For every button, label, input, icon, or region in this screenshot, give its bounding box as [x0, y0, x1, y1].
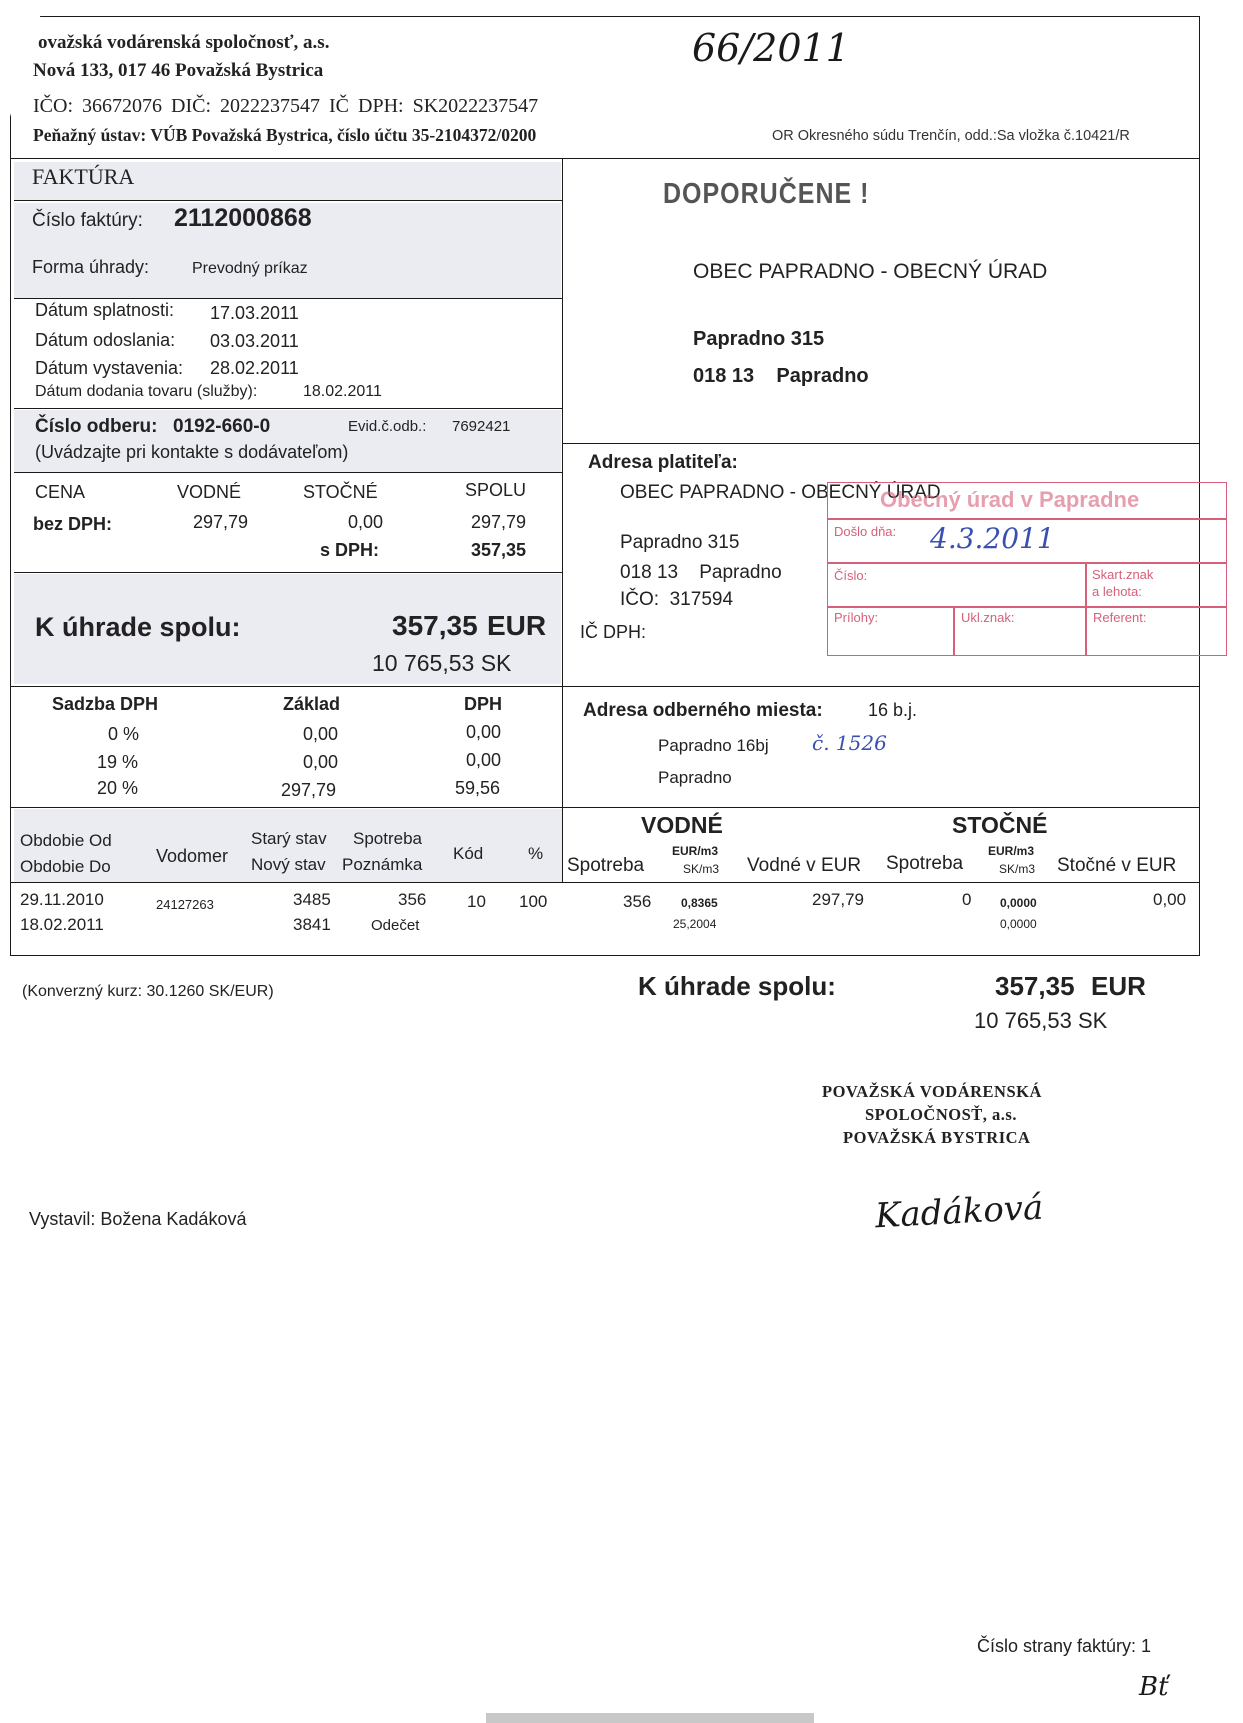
- due-date-label: Dátum splatnosti:: [35, 300, 175, 320]
- handwritten-initials: Bť: [1139, 1672, 1169, 1702]
- evid-label: Evid.č.odb.:: [348, 418, 427, 435]
- delivery-date: 18.02.2011: [303, 383, 382, 400]
- price-header-spolu: SPOLU: [465, 480, 527, 500]
- bottom-total-currency: EUR: [1091, 971, 1146, 1001]
- payer-label: Adresa platiteľa:: [588, 452, 738, 473]
- th-vodne-skm3: SK/m3: [683, 862, 720, 876]
- handwritten-signature: Kadáková: [874, 1187, 1045, 1237]
- handwritten-number: 66/2011: [692, 26, 850, 70]
- supplier-ids: IČO: 36672076 DIČ: 2022237547 IČ DPH: SK2022237547: [33, 95, 539, 117]
- payer-street: Papradno 315: [620, 532, 740, 553]
- consumption-place-line2: Papradno: [658, 768, 732, 787]
- stamp-skart-label: Skart.znak a lehota:: [1092, 567, 1154, 599]
- stamp-line-3: [827, 606, 1227, 608]
- bottom-total-sk: 10 765,53 SK: [974, 1008, 1108, 1033]
- vat-base-0: 0,00: [303, 724, 339, 744]
- vat-header-rate: Sadzba DPH: [52, 694, 159, 714]
- price-header-cena: CENA: [35, 482, 86, 502]
- td-period-to: 18.02.2011: [20, 915, 104, 934]
- td-consumption: 356: [398, 890, 427, 909]
- sent-date: 03.03.2011: [210, 331, 299, 351]
- delivery-date-label: Dátum dodania tovaru (služby):: [35, 383, 258, 400]
- consumption-place-note: č. 1526: [812, 731, 887, 755]
- payer-name: OBEC PAPRADNO - OBECNÝ ÚRAD: [620, 482, 941, 503]
- th-percent: %: [528, 844, 544, 863]
- vat-dph-2: 59,56: [455, 778, 501, 798]
- vat-line-top: [10, 686, 1200, 687]
- table-line-head: [10, 882, 1200, 883]
- supplier-address: Nová 133, 017 46 Považská Bystrica: [33, 60, 324, 81]
- payment-value: Prevodný príkaz: [192, 260, 308, 277]
- vat-dph-1: 0,00: [466, 750, 502, 770]
- torn-corner: [0, 0, 45, 150]
- td-vodne-skm3: 25,2004: [673, 917, 717, 931]
- td-stocne-eurm3: 0,0000: [1000, 896, 1037, 910]
- vat-rate-2: 20 %: [97, 778, 139, 798]
- th-stocne-spotreba: Spotreba: [886, 853, 964, 874]
- td-vodne-spotreba: 356: [623, 892, 652, 911]
- issued-date-label: Dátum vystavenia:: [35, 358, 184, 378]
- center-divider-top: [562, 158, 563, 686]
- th-note: Poznámka: [342, 855, 423, 874]
- td-old-state: 3485: [293, 890, 331, 909]
- price-stocne-value: 0,00: [348, 512, 384, 532]
- scan-edge-mark: [486, 1713, 814, 1723]
- consumer-number: 0192-660-0: [173, 416, 271, 437]
- td-vodne-eurm3: 0,8365: [681, 896, 718, 910]
- stamp-vline-2: [953, 606, 955, 656]
- stamp-line-2: [827, 562, 1227, 564]
- consumption-place-label: Adresa odberného miesta:: [583, 700, 823, 721]
- table-divider: [562, 807, 563, 882]
- due-date: 17.03.2011: [210, 303, 299, 323]
- payment-line: [14, 298, 562, 299]
- contact-note: (Uvádzajte pri kontakte s dodávateľom): [35, 442, 349, 462]
- th-stocne: STOČNÉ: [952, 812, 1048, 838]
- vat-header-dph: DPH: [464, 694, 503, 714]
- td-note: Odečet: [371, 917, 420, 934]
- stamp-received-date: 4.3.2011: [930, 522, 1055, 555]
- total-label: K úhrade spolu:: [35, 612, 241, 642]
- header-divider: [10, 158, 1200, 159]
- th-stocne-eurm3: EUR/m3: [988, 844, 1035, 858]
- th-vodne: VODNÉ: [641, 812, 723, 838]
- registered-mail-label: DOPORUČENE !: [663, 177, 870, 211]
- consumption-place-line1: Papradno 16bj: [658, 736, 769, 755]
- vat-rate-0: 0 %: [108, 724, 140, 744]
- th-old-state: Starý stav: [251, 829, 327, 848]
- consumer-line-top: [14, 408, 562, 409]
- vat-base-2: 297,79: [281, 780, 337, 800]
- invoice-number-label: Číslo faktúry:: [32, 210, 143, 231]
- payer-ico: IČO: 317594: [620, 589, 734, 610]
- td-stocne-spotreba: 0: [962, 890, 972, 909]
- td-code: 10: [467, 892, 486, 911]
- price-s-label: s DPH:: [320, 540, 380, 560]
- stamp-number-label: Číslo:: [834, 568, 868, 583]
- recipient-name: OBEC PAPRADNO - OBECNÝ ÚRAD: [693, 260, 1048, 283]
- th-stocne-eur: Stočné v EUR: [1057, 855, 1177, 876]
- company-sign-line2: SPOLOČNOSŤ, a.s.: [865, 1105, 1017, 1124]
- conversion-rate: (Konverzný kurz: 30.1260 SK/EUR): [22, 983, 274, 1000]
- stamp-title: Obecný úrad v Papradne: [880, 487, 1140, 512]
- td-stocne-eur: 0,00: [1153, 890, 1187, 909]
- page-number: Číslo strany faktúry: 1: [977, 1636, 1152, 1656]
- th-vodne-eur: Vodné v EUR: [747, 855, 862, 876]
- table-line-top: [10, 807, 1200, 808]
- supplier-bank: Peňažný ústav: VÚB Považská Bystrica, číslo účtu 35-2104372/0200: [33, 125, 537, 145]
- th-period-from: Obdobie Od: [20, 831, 112, 850]
- stamp-received-label: Došlo dňa:: [834, 524, 897, 539]
- payer-icdph: IČ DPH:: [580, 622, 647, 642]
- th-code: Kód: [453, 844, 484, 863]
- company-sign-line1: POVAŽSKÁ VODÁRENSKÁ: [822, 1082, 1042, 1101]
- price-vodne-value: 297,79: [193, 512, 249, 532]
- issued-by: Vystavil: Božena Kadáková: [29, 1209, 247, 1229]
- total-currency: EUR: [487, 610, 547, 641]
- price-s-value: 357,35: [471, 540, 527, 560]
- faktura-line: [14, 200, 562, 201]
- th-vodne-spotreba: Spotreba: [567, 855, 645, 876]
- payer-city: 018 13 Papradno: [620, 562, 782, 583]
- stamp-line-1: [827, 518, 1227, 520]
- td-period-from: 29.11.2010: [20, 890, 104, 909]
- center-divider-mid: [562, 686, 563, 807]
- invoice-heading: FAKTÚRA: [32, 164, 135, 189]
- consumer-number-label: Číslo odberu:: [35, 416, 158, 437]
- td-meter: 24127263: [156, 897, 214, 912]
- stamp-attachments-label: Prílohy:: [834, 610, 879, 625]
- price-header-stocne: STOČNÉ: [303, 482, 378, 502]
- issued-date: 28.02.2011: [210, 358, 299, 378]
- invoice-number: 2112000868: [174, 204, 312, 232]
- consumer-line-bottom: [14, 472, 562, 473]
- stamp-ukl-label: Ukl.znak:: [961, 610, 1015, 625]
- company-sign-line3: POVAŽSKÁ BYSTRICA: [843, 1128, 1031, 1147]
- td-new-state: 3841: [293, 915, 331, 934]
- prices-line-bottom: [14, 572, 562, 573]
- stamp-vline-1: [1085, 562, 1087, 656]
- vat-rate-1: 19 %: [97, 752, 139, 772]
- total-sk: 10 765,53 SK: [372, 650, 512, 676]
- th-stocne-skm3: SK/m3: [999, 862, 1036, 876]
- evid-value: 7692421: [452, 418, 511, 435]
- supplier-name: ovažská vodárenská spoločnosť, a.s.: [38, 32, 330, 53]
- payer-line-top: [562, 443, 1200, 444]
- td-stocne-skm3: 0,0000: [1000, 917, 1037, 931]
- bottom-total-eur: 357,35: [995, 971, 1075, 1001]
- th-period-to: Obdobie Do: [20, 857, 111, 876]
- th-meter: Vodomer: [156, 846, 229, 866]
- vat-base-1: 0,00: [303, 752, 339, 772]
- bottom-total-label: K úhrade spolu:: [638, 971, 836, 1001]
- recipient-city: 018 13 Papradno: [693, 365, 869, 387]
- recipient-street: Papradno 315: [693, 328, 825, 350]
- price-spolu-value: 297,79: [471, 512, 527, 532]
- supplier-registry: OR Okresného súdu Trenčín, odd.:Sa vložka č.10421/R: [772, 128, 1130, 144]
- vat-dph-0: 0,00: [466, 722, 502, 742]
- vat-header-base: Základ: [283, 694, 341, 714]
- consumption-place-value: 16 b.j.: [868, 700, 918, 720]
- th-new-state: Nový stav: [251, 855, 326, 874]
- th-consumption: Spotreba: [353, 829, 422, 848]
- payment-label: Forma úhrady:: [32, 257, 150, 277]
- price-header-vodne: VODNÉ: [177, 482, 242, 502]
- sent-date-label: Dátum odoslania:: [35, 330, 176, 350]
- td-percent: 100: [519, 892, 548, 911]
- th-vodne-eurm3: EUR/m3: [672, 844, 719, 858]
- total-eur: 357,35: [392, 610, 478, 641]
- stamp-referent-label: Referent:: [1093, 610, 1147, 625]
- td-vodne-eur: 297,79: [812, 890, 864, 909]
- price-bez-label: bez DPH:: [33, 514, 113, 534]
